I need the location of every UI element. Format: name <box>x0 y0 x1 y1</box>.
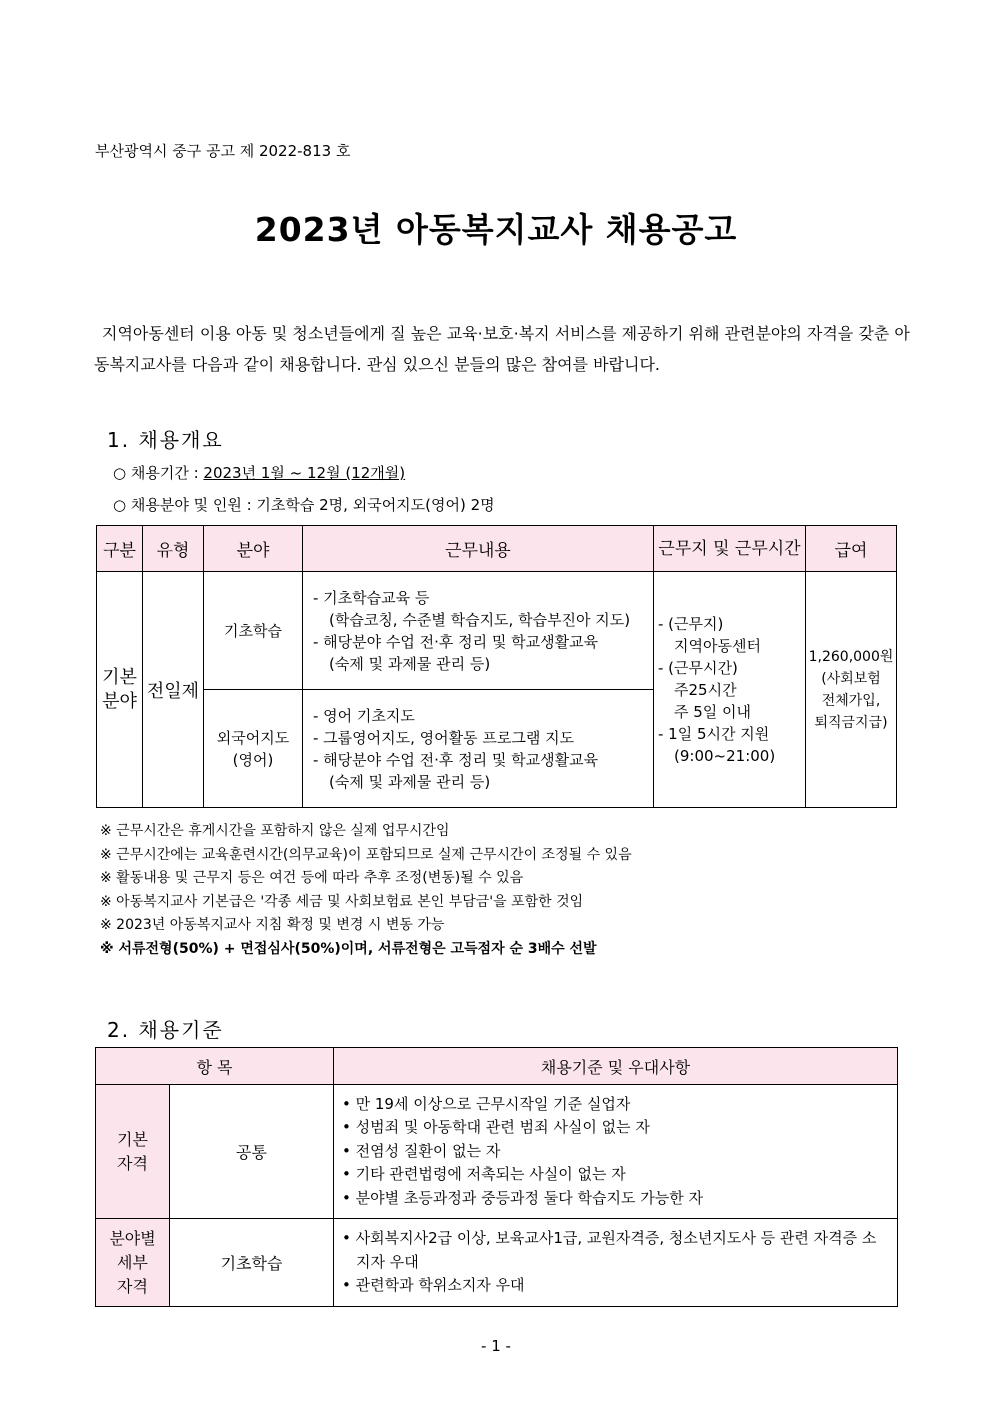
salary-line: (사회보험 <box>821 670 881 687</box>
sub-basic-learning: 기초학습 <box>170 1219 334 1307</box>
criteria-table <box>95 1047 898 1307</box>
criteria-list-basic-learning <box>334 1219 898 1307</box>
header-criteria: 채용기준 및 우대사항 <box>334 1048 898 1085</box>
criteria-item: • 성범죄 및 아동학대 관련 범죄 사실이 없는 자 <box>342 1118 650 1137</box>
page-number: - 1 - <box>481 1337 511 1355</box>
duty-line: - 영어 기초지도 <box>313 706 415 725</box>
salary-cell <box>806 572 897 808</box>
notes-list <box>100 820 632 961</box>
note-item: ※ 근무시간에는 교육훈련시간(의무교육)이 포함되므로 실제 근무시간이 조정될 수 있음 <box>100 846 632 863</box>
recruit-period-line <box>113 462 405 483</box>
recruit-period-value: 2023년 1월 ~ 12월 (12개월) <box>203 464 406 482</box>
criteria-item: • 만 19세 이상으로 근무시작일 기준 실업자 <box>342 1094 631 1113</box>
group-field-qualification: 분야별 세부 자격 <box>96 1219 170 1307</box>
intro-paragraph: 지역아동센터 이용 아동 및 청소년들에게 질 높은 교육·보호·복지 서비스를 제공하기 위해 관련분야의 자격을 갖춘 아동복지교사를 다음과 같이 채용합니다. 관심 있으신 분들의 많은 참여를 바랍니다. <box>94 324 910 374</box>
note-item: ※ 근무시간은 휴게시간을 포함하지 않은 실제 업무시간임 <box>100 823 450 839</box>
salary-line: 1,260,000원 <box>808 648 894 665</box>
duties-cell-language <box>303 690 654 808</box>
header-item: 항 목 <box>96 1048 334 1085</box>
duty-line: (학습코칭, 수준별 학습지도, 학습부진아 지도) <box>329 610 631 629</box>
salary-line: 퇴직금지급) <box>814 714 888 731</box>
field-cell-language: 외국어지도 (영어) <box>204 690 303 808</box>
document-title: 2023년 아동복지교사 채용공고 <box>254 210 738 249</box>
duty-line: - 해당분야 수업 전·후 정리 및 학교생활교육 <box>313 750 599 769</box>
place-time-line: - 1일 5시간 지원 <box>658 724 770 743</box>
note-item: ※ 활동내용 및 근무지 등은 여건 등에 따라 추후 조정(변동)될 수 있음 <box>100 870 524 886</box>
overview-table <box>96 525 897 808</box>
notice-number: 부산광역시 중구 공고 제 2022-813 호 <box>95 142 351 160</box>
salary-line: 전체가입, <box>821 692 881 709</box>
note-item-selection: ※ 서류전형(50%) + 면접심사(50%)이며, 서류전형은 고득점자 순 3배수 선발 <box>100 940 597 957</box>
note-item: ※ 아동복지교사 기본급은 '각종 세금 및 사회보험료 본인 부담금'을 포함한 것임 <box>100 893 584 910</box>
sub-common: 공통 <box>170 1085 334 1219</box>
place-time-line: 지역아동센터 <box>674 636 761 655</box>
criteria-item: • 사회복지사2급 이상, 보육교사1급, 교원자격증, 청소년지도사 등 관련 자격증 소지자 우대 <box>342 1229 877 1271</box>
type-cell: 전일제 <box>143 572 204 808</box>
header-field: 분야 <box>204 526 303 572</box>
place-time-line: - (근무지) <box>658 614 724 633</box>
place-time-line: 주 5일 이내 <box>674 702 752 721</box>
duty-line: (숙제 및 과제물 관리 등) <box>329 654 491 673</box>
duty-line: (숙제 및 과제물 관리 등) <box>329 772 491 791</box>
note-item: ※ 2023년 아동복지교사 지침 확정 및 변경 시 변동 가능 <box>100 917 445 933</box>
header-salary: 급여 <box>806 526 897 572</box>
duties-cell-basic <box>303 572 654 690</box>
place-time-cell <box>654 572 806 808</box>
header-place-time-text: 근무지 및 근무시간 <box>658 538 801 559</box>
criteria-item: • 기타 관련법령에 저촉되는 사실이 없는 자 <box>342 1165 626 1184</box>
recruit-period-label: ○ 채용기간 : <box>113 464 204 482</box>
field-cell-basic: 기초학습 <box>204 572 303 690</box>
recruit-field-line: ○ 채용분야 및 인원 : 기초학습 2명, 외국어지도(영어) 2명 <box>113 496 495 514</box>
group-basic-qualification: 기본 자격 <box>96 1085 170 1219</box>
header-duties: 근무내용 <box>303 526 654 572</box>
criteria-list-common <box>334 1085 898 1219</box>
duty-line: - 기초학습교육 등 <box>313 588 430 607</box>
header-place-time <box>654 526 806 572</box>
place-time-line: (9:00~21:00) <box>674 746 776 765</box>
criteria-item: • 관련학과 학위소지자 우대 <box>342 1276 525 1295</box>
duty-line: - 해당분야 수업 전·후 정리 및 학교생활교육 <box>313 632 599 651</box>
category-cell: 기본분야 <box>97 572 143 808</box>
duty-line: - 그룹영어지도, 영어활동 프로그램 지도 <box>313 728 575 747</box>
place-time-line: - (근무시간) <box>658 658 738 677</box>
header-category: 구분 <box>97 526 143 572</box>
header-type: 유형 <box>143 526 204 572</box>
section-heading-criteria: 2. 채용기준 <box>107 1018 224 1042</box>
place-time-line: 주25시간 <box>674 680 737 699</box>
criteria-item: • 전염성 질환이 없는 자 <box>342 1141 501 1160</box>
section-heading-overview: 1. 채용개요 <box>107 428 224 452</box>
criteria-item: • 분야별 초등과정과 중등과정 둘다 학습지도 가능한 자 <box>342 1188 704 1207</box>
